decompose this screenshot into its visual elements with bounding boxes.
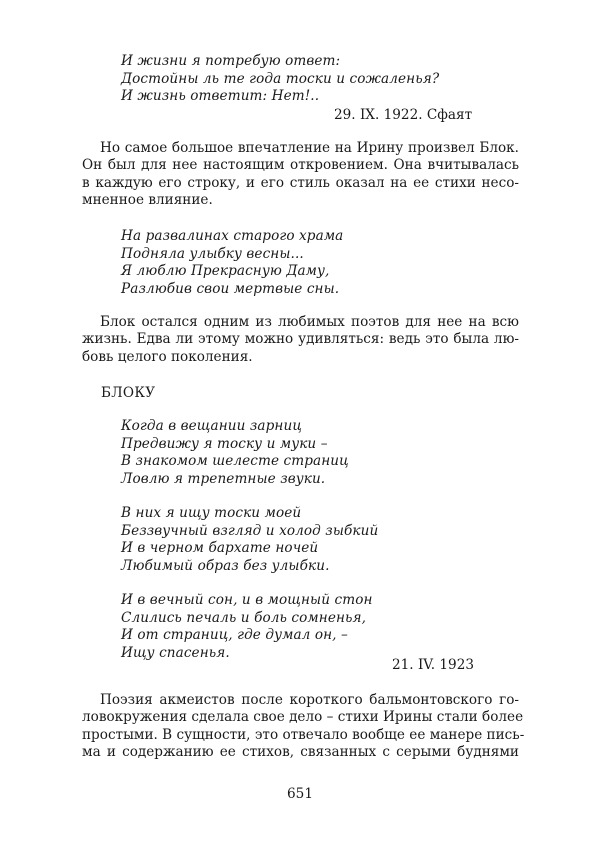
stanza-break xyxy=(121,488,378,505)
verse-fragment-1 xyxy=(121,53,439,106)
verse-line: И в черном бархате ночей xyxy=(121,540,319,556)
paragraph-line: в каждую его строку, и его стиль оказал на ее стихи несо- xyxy=(82,174,519,191)
paragraph-line: ма и содержанию ее стихов, связанных с серыми буднями xyxy=(82,744,519,761)
paragraph-line: ловокружения сделала свое дело – стихи Ирины стали более xyxy=(82,709,524,726)
paragraph-line: бовь целого поколения. xyxy=(82,348,253,365)
verse-line: Я люблю Прекрасную Даму, xyxy=(121,263,330,279)
verse-line: И в вечный сон, и в мощный стон xyxy=(121,592,373,608)
verse-line: Достойны ль те года тоски и сожаленья? xyxy=(121,70,440,87)
verse-line: Подняла улыбку весны... xyxy=(121,245,304,262)
stanza-break xyxy=(121,575,378,592)
verse-line: И жизнь ответит: Нет!.. xyxy=(121,88,320,104)
verse-line: Ловлю я трепетные звуки. xyxy=(121,470,326,487)
paragraph-1 xyxy=(82,140,519,210)
poem-dateline: 21. IV. 1923 xyxy=(392,657,474,673)
verse-line: На развалинах старого храма xyxy=(121,228,344,244)
paragraph-line: Но самое большое впечатление на Ирину произвел Блок. xyxy=(100,140,519,156)
paragraph-3 xyxy=(82,692,525,762)
verse-line: Слились печаль и боль сомненья, xyxy=(121,609,367,626)
paragraph-line: простыми. В сущности, это отвечало вообще ее манере пись- xyxy=(82,726,525,743)
poem-body xyxy=(121,418,378,662)
verse-line: И жизни я потребую ответ: xyxy=(121,53,341,69)
paragraph-line: Поэзия акмеистов после короткого бальмонтовского го- xyxy=(100,692,519,708)
paragraph-line: Он был для нее настоящим откровением. Она вчитывалась xyxy=(82,157,519,174)
paragraph-line: мненное влияние. xyxy=(82,192,213,209)
verse-line: Когда в вещании зарниц xyxy=(121,418,302,434)
paragraph-line: Блок остался одним из любимых поэтов для нее на всю xyxy=(100,314,519,330)
poem-title: БЛОКУ xyxy=(101,385,156,401)
verse-line: Любимый образ без улыбки. xyxy=(121,557,330,574)
verse-line: В них я ищу тоски моей xyxy=(121,505,302,521)
verse-line: Предвижу я тоску и муки – xyxy=(121,435,328,452)
verse-line: Беззвучный взгляд и холод зыбкий xyxy=(121,522,379,539)
page-number: 651 xyxy=(287,786,313,802)
paragraph-2 xyxy=(82,314,519,366)
verse-line: И от страниц, где думал он, – xyxy=(121,627,348,643)
verse-1-dateline: 29. IX. 1922. Сфаят xyxy=(334,107,473,123)
verse-fragment-2 xyxy=(121,228,343,298)
verse-line: Разлюбив свои мертвые сны. xyxy=(121,280,340,297)
paragraph-line: жизнь. Едва ли этому можно удивляться: ведь это была лю- xyxy=(82,331,519,348)
verse-line: Ищу спасенья. xyxy=(121,644,230,661)
verse-line: В знакомом шелесте страниц xyxy=(121,453,349,469)
